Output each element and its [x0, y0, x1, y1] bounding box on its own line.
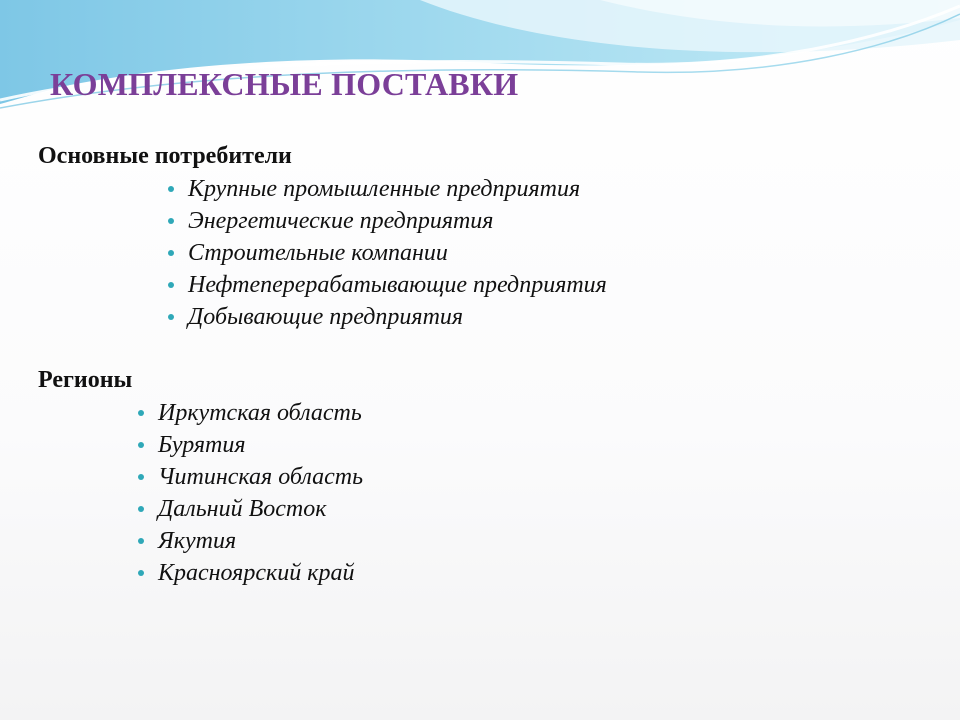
- list-item-label: Красноярский край: [158, 560, 355, 586]
- slide-title: КОМПЛЕКСНЫЕ ПОСТАВКИ: [50, 66, 519, 102]
- list-item: [168, 301, 607, 333]
- list-item-label: Строительные компании: [188, 240, 448, 266]
- list-item: [138, 397, 363, 429]
- bullet-dot-icon: [138, 442, 144, 448]
- list-item: [168, 237, 607, 269]
- list-item-label: Дальний Восток: [158, 496, 327, 522]
- bullet-dot-icon: [168, 282, 174, 288]
- list-item-label: Бурятия: [158, 432, 246, 458]
- bullet-dot-icon: [168, 250, 174, 256]
- list-item-label: Крупные промышленные предприятия: [188, 176, 581, 202]
- list-item: [138, 493, 363, 525]
- regions-list: [138, 397, 363, 589]
- list-item-label: Добывающие предприятия: [188, 304, 464, 330]
- list-item-label: Иркутская область: [158, 400, 362, 426]
- bullet-dot-icon: [138, 474, 144, 480]
- bullet-dot-icon: [168, 218, 174, 224]
- list-item: [138, 429, 363, 461]
- list-item-label: Энергетические предприятия: [188, 208, 494, 234]
- bullet-dot-icon: [138, 538, 144, 544]
- list-item: [168, 173, 607, 205]
- list-item: [168, 269, 607, 301]
- list-item-label: Нефтеперерабатывающие предприятия: [188, 272, 607, 298]
- list-item: [138, 525, 363, 557]
- list-item-label: Якутия: [158, 528, 237, 554]
- list-item: [138, 557, 363, 589]
- bullet-dot-icon: [138, 570, 144, 576]
- consumers-list: [168, 173, 607, 333]
- bullet-dot-icon: [168, 314, 174, 320]
- bullet-dot-icon: [138, 506, 144, 512]
- list-item-label: Читинская область: [158, 464, 364, 490]
- list-item: [138, 461, 363, 493]
- bullet-dot-icon: [138, 410, 144, 416]
- bullet-dot-icon: [168, 186, 174, 192]
- list-item: [168, 205, 607, 237]
- regions-heading: Регионы: [38, 367, 133, 393]
- consumers-heading: Основные потребители: [38, 143, 292, 169]
